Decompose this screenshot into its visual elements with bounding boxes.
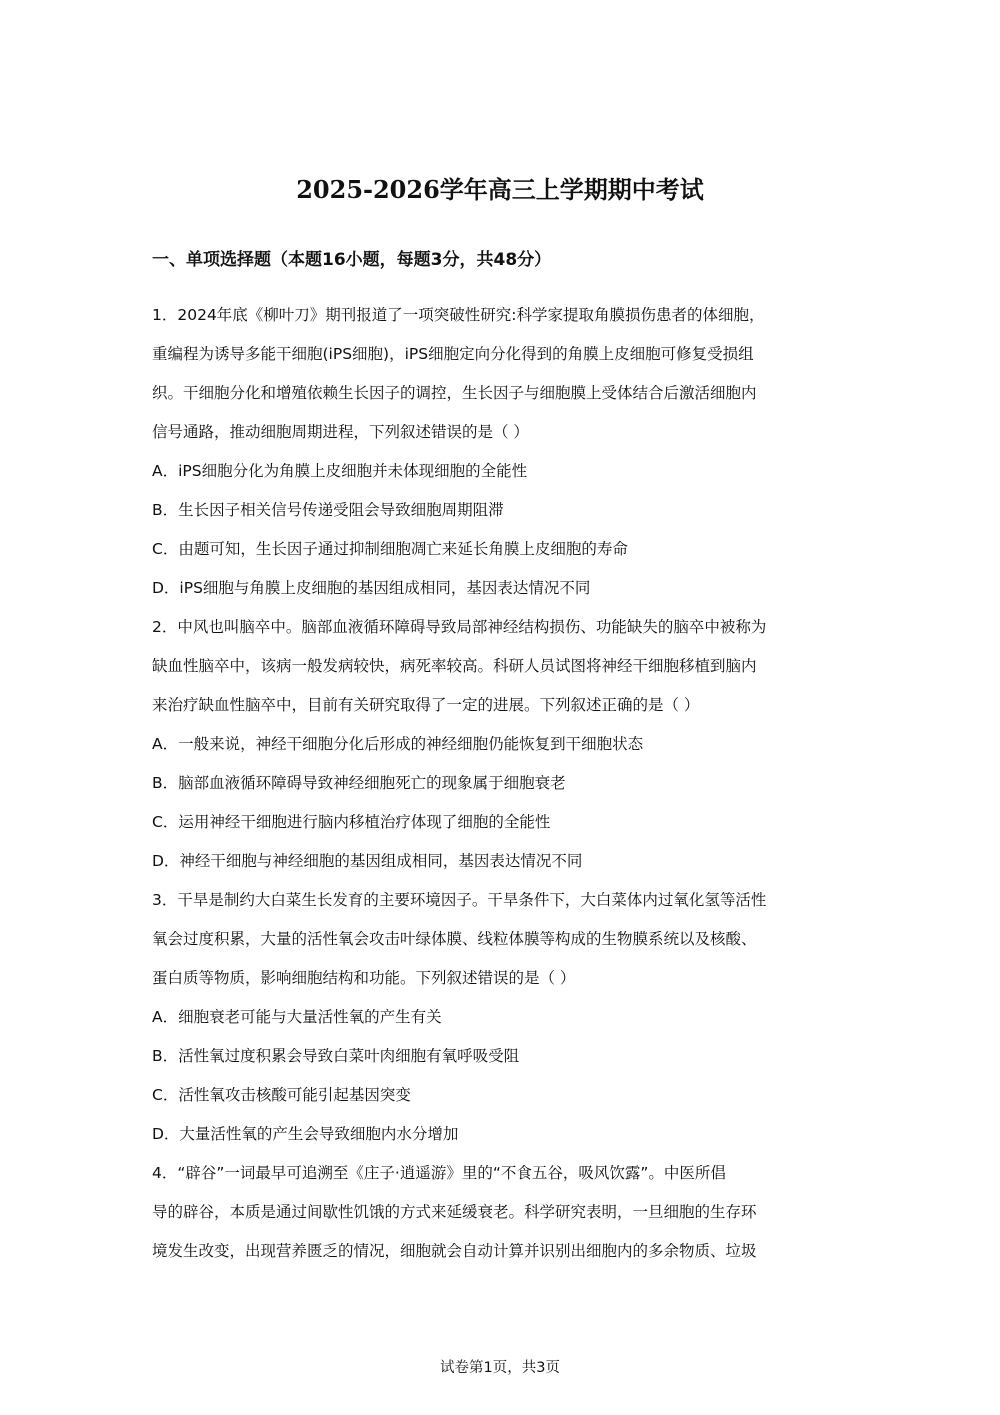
page-title: 2025-2026学年高三上学期期中考试 bbox=[296, 175, 704, 204]
question-stem-line: 氧会过度积累，大量的活性氧会攻击叶绿体膜、线粒体膜等构成的生物膜系统以及核酸、 bbox=[152, 930, 757, 948]
option-b: B．生长因子相关信号传递受阻会导致细胞周期阻滞 bbox=[152, 501, 504, 519]
section-heading: 一、单项选择题（本题16小题，每题3分，共48分） bbox=[152, 250, 552, 270]
option-b: B．脑部血液循环障碍导致神经细胞死亡的现象属于细胞衰老 bbox=[152, 774, 566, 792]
question-stem-line: 缺血性脑卒中，该病一般发病较快，病死率较高。科研人员试图将神经干细胞移植到脑内 bbox=[152, 657, 757, 675]
option-a: A．iPS细胞分化为角膜上皮细胞并未体现细胞的全能性 bbox=[152, 462, 528, 480]
option-b: B．活性氧过度积累会导致白菜叶肉细胞有氧呼吸受阻 bbox=[152, 1047, 520, 1065]
question-2 bbox=[152, 608, 852, 881]
option-c: C．活性氧攻击核酸可能引起基因突变 bbox=[152, 1086, 411, 1104]
question-stem-line: 境发生改变，出现营养匮乏的情况，细胞就会自动计算并识别出细胞内的多余物质、垃圾 bbox=[152, 1242, 757, 1260]
option-a: A．细胞衰老可能与大量活性氧的产生有关 bbox=[152, 1008, 442, 1026]
question-1 bbox=[152, 296, 852, 608]
question-stem-line: 织。干细胞分化和增殖依赖生长因子的调控，生长因子与细胞膜上受体结合后激活细胞内 bbox=[152, 384, 757, 402]
option-d: D．神经干细胞与神经细胞的基因组成相同，基因表达情况不同 bbox=[152, 852, 583, 870]
question-stem-line: 2．中风也叫脑卒中。脑部血液循环障碍导致局部神经结构损伤、功能缺失的脑卒中被称为 bbox=[152, 618, 767, 636]
question-body bbox=[152, 296, 852, 1271]
option-c: C．由题可知，生长因子通过抑制细胞凋亡来延长角膜上皮细胞的寿命 bbox=[152, 540, 628, 558]
question-stem-line: 蛋白质等物质，影响细胞结构和功能。下列叙述错误的是（ ） bbox=[152, 969, 576, 987]
option-d: D．iPS细胞与角膜上皮细胞的基因组成相同，基因表达情况不同 bbox=[152, 579, 591, 597]
question-stem-line: 4．“辟谷”一词最早可追溯至《庄子·逍遥游》里的“不食五谷，吸风饮露”。中医所倡 bbox=[152, 1164, 726, 1182]
option-d: D．大量活性氧的产生会导致细胞内水分增加 bbox=[152, 1125, 459, 1143]
question-stem-line: 来治疗缺血性脑卒中，目前有关研究取得了一定的进展。下列叙述正确的是（ ） bbox=[152, 696, 700, 714]
question-stem-line: 信号通路，推动细胞周期进程，下列叙述错误的是（ ） bbox=[152, 423, 529, 441]
question-stem-line: 导的辟谷，本质是通过间歇性饥饿的方式来延缓衰老。科学研究表明，一旦细胞的生存环 bbox=[152, 1203, 757, 1221]
page-footer: 试卷第1页，共3页 bbox=[440, 1360, 560, 1376]
question-3 bbox=[152, 881, 852, 1154]
question-stem-line: 重编程为诱导多能干细胞(iPS细胞)，iPS细胞定向分化得到的角膜上皮细胞可修复受损组 bbox=[152, 345, 754, 363]
question-stem-line: 3．干旱是制约大白菜生长发育的主要环境因子。干旱条件下，大白菜体内过氧化氢等活性 bbox=[152, 891, 767, 909]
question-4 bbox=[152, 1154, 852, 1271]
option-c: C．运用神经干细胞进行脑内移植治疗体现了细胞的全能性 bbox=[152, 813, 551, 831]
option-a: A．一般来说，神经干细胞分化后形成的神经细胞仍能恢复到干细胞状态 bbox=[152, 735, 644, 753]
question-stem-line: 1．2024年底《柳叶刀》期刊报道了一项突破性研究:科学家提取角膜损伤患者的体细胞， bbox=[152, 306, 765, 324]
